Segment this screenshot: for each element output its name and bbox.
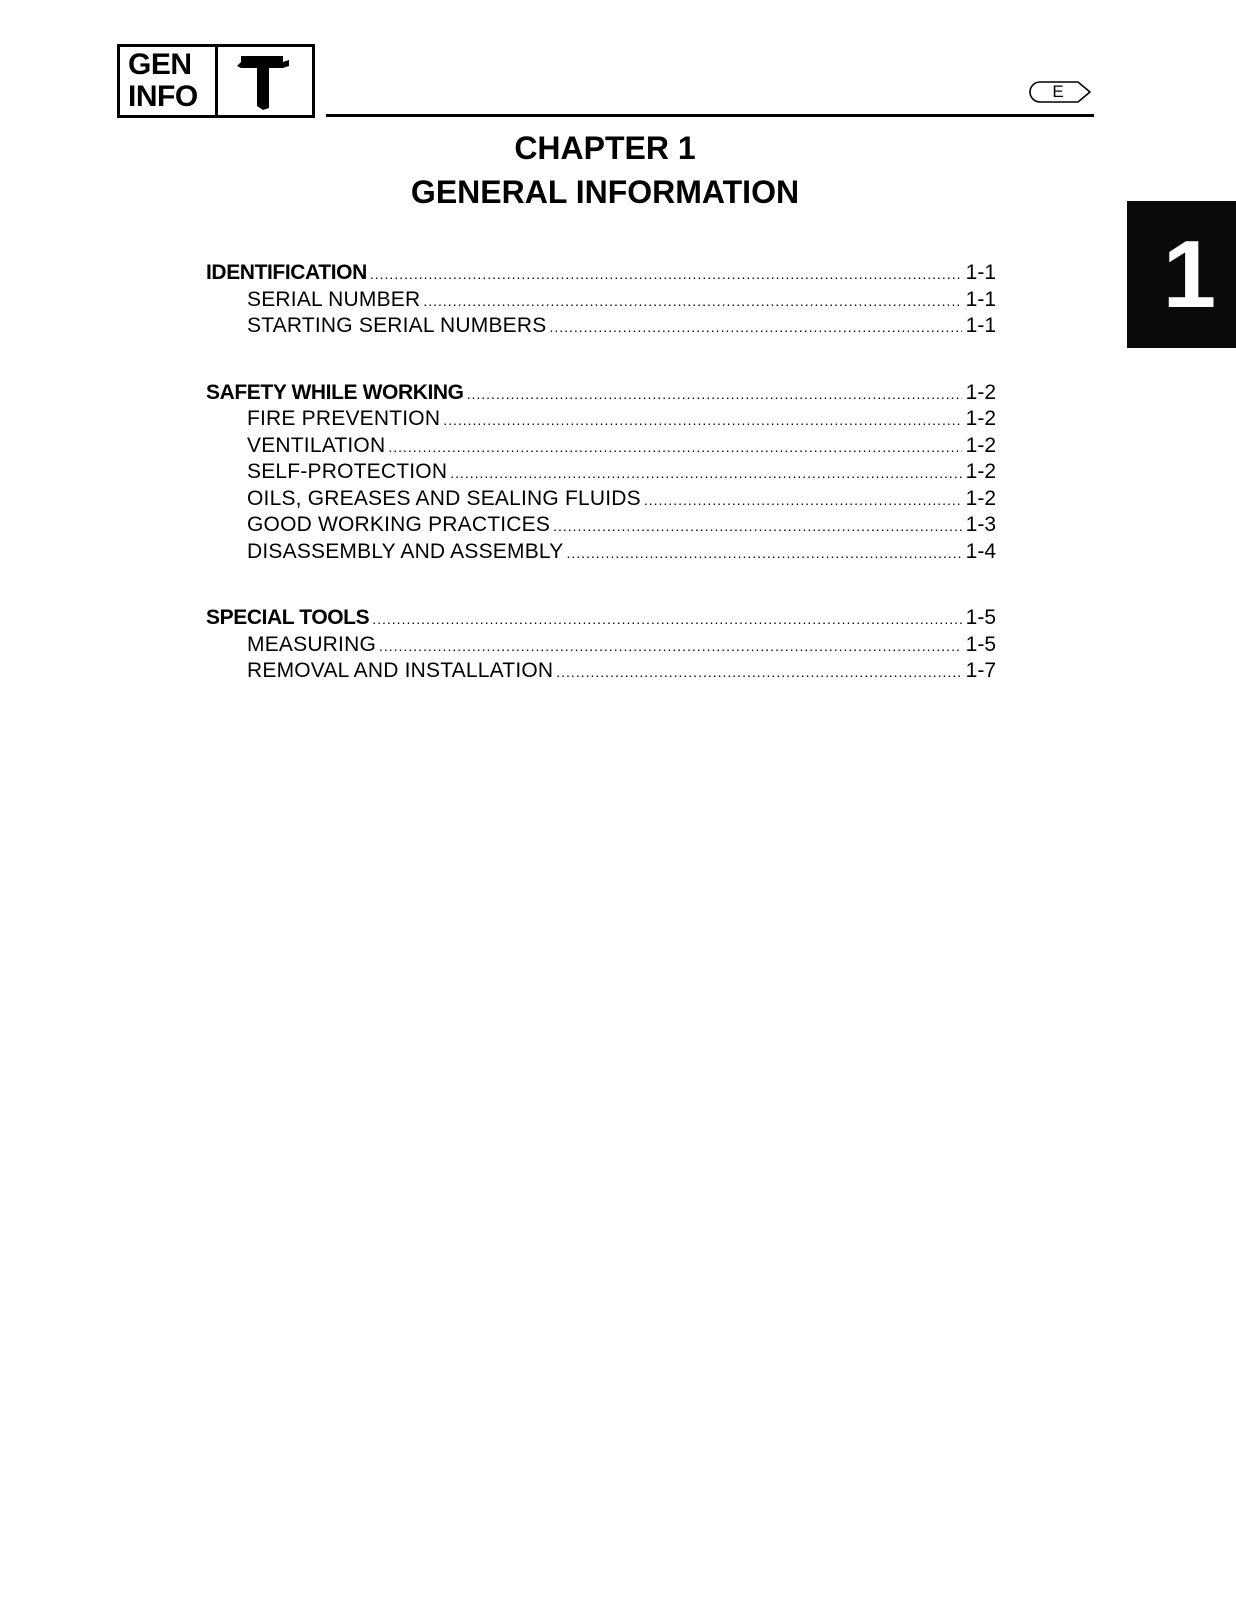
toc-subentry-page: 1-3 bbox=[965, 513, 996, 536]
toc-leader-dots bbox=[379, 633, 962, 660]
toc-leader-dots bbox=[556, 659, 961, 686]
toc-subentry-label: GOOD WORKING PRACTICES bbox=[247, 513, 551, 536]
toc-leader-dots bbox=[450, 460, 961, 487]
toc-subentry-page: 1-2 bbox=[965, 433, 996, 457]
toc-subentry-page: 1-7 bbox=[965, 659, 996, 682]
toc-subentry-label: OILS, GREASES AND SEALING FLUIDS bbox=[247, 486, 641, 510]
toc-section-safety bbox=[206, 380, 996, 566]
toc-subentry-page: 1-2 bbox=[965, 407, 996, 430]
toc-subentry[interactable] bbox=[206, 287, 996, 314]
toc-subentry-label: MEASURING bbox=[247, 632, 376, 656]
toc-leader-dots bbox=[566, 540, 961, 567]
chapter-subtitle: GENERAL INFORMATION bbox=[410, 174, 800, 210]
toc-entry-page: 1-5 bbox=[965, 606, 996, 629]
toc-leader-dots bbox=[372, 606, 961, 633]
toc-subentry[interactable] bbox=[206, 512, 996, 539]
language-badge bbox=[1028, 80, 1092, 104]
toc-subentry-label: REMOVAL AND INSTALLATION bbox=[247, 659, 554, 682]
toc-entry-label: SPECIAL TOOLS bbox=[206, 606, 370, 629]
toc-subentry[interactable] bbox=[206, 632, 996, 659]
toc-leader-dots bbox=[549, 314, 961, 341]
toc-subentry-label: STARTING SERIAL NUMBERS bbox=[247, 314, 547, 337]
toc-subentry-page: 1-2 bbox=[965, 486, 996, 510]
badge-line-gen: GEN bbox=[128, 48, 192, 81]
toc-subentry-label: SELF-PROTECTION bbox=[247, 460, 448, 483]
toc-subentry-page: 1-4 bbox=[965, 539, 996, 563]
gen-info-text bbox=[120, 47, 218, 115]
outboard-motor-icon bbox=[218, 47, 312, 115]
toc-subentry-label: SERIAL NUMBER bbox=[247, 287, 421, 311]
toc-entry[interactable] bbox=[206, 260, 996, 287]
toc-subentry-page: 1-2 bbox=[965, 460, 996, 483]
toc-subentry-label: VENTILATION bbox=[247, 433, 386, 457]
toc-subentry[interactable] bbox=[206, 433, 996, 460]
toc-section-identification bbox=[206, 260, 996, 340]
chapter-title: CHAPTER 1 bbox=[514, 130, 696, 166]
gen-info-badge bbox=[117, 44, 315, 118]
toc-subentry[interactable] bbox=[206, 539, 996, 566]
toc-subentry-page: 1-1 bbox=[965, 314, 996, 337]
toc-subentry-label: FIRE PREVENTION bbox=[247, 407, 441, 430]
toc-leader-dots bbox=[423, 288, 961, 315]
toc-subentry[interactable] bbox=[206, 658, 996, 685]
toc-leader-dots bbox=[388, 434, 961, 461]
toc-leader-dots bbox=[644, 487, 962, 514]
badge-line-info: INFO bbox=[128, 80, 198, 113]
toc-subentry[interactable] bbox=[206, 406, 996, 433]
toc-subentry-page: 1-5 bbox=[965, 632, 996, 656]
toc-subentry[interactable] bbox=[206, 459, 996, 486]
toc-leader-dots bbox=[553, 513, 962, 540]
toc-entry-page: 1-1 bbox=[965, 261, 996, 284]
toc-section-special-tools bbox=[206, 605, 996, 685]
toc-entry-label: SAFETY WHILE WORKING bbox=[206, 380, 464, 404]
toc-leader-dots bbox=[370, 261, 962, 288]
toc-leader-dots bbox=[443, 407, 961, 434]
header-rule bbox=[326, 114, 1094, 117]
toc-leader-dots bbox=[467, 381, 962, 408]
chapter-tab: 1 bbox=[1127, 201, 1236, 348]
table-of-contents bbox=[206, 260, 996, 725]
toc-entry-page: 1-2 bbox=[965, 380, 996, 404]
language-letter: E bbox=[1052, 82, 1064, 101]
toc-entry[interactable] bbox=[206, 380, 996, 407]
toc-subentry-label: DISASSEMBLY AND ASSEMBLY bbox=[247, 539, 564, 563]
toc-subentry-page: 1-1 bbox=[965, 287, 996, 311]
toc-subentry[interactable] bbox=[206, 313, 996, 340]
toc-entry[interactable] bbox=[206, 605, 996, 632]
toc-subentry[interactable] bbox=[206, 486, 996, 513]
toc-entry-label: IDENTIFICATION bbox=[206, 261, 367, 284]
